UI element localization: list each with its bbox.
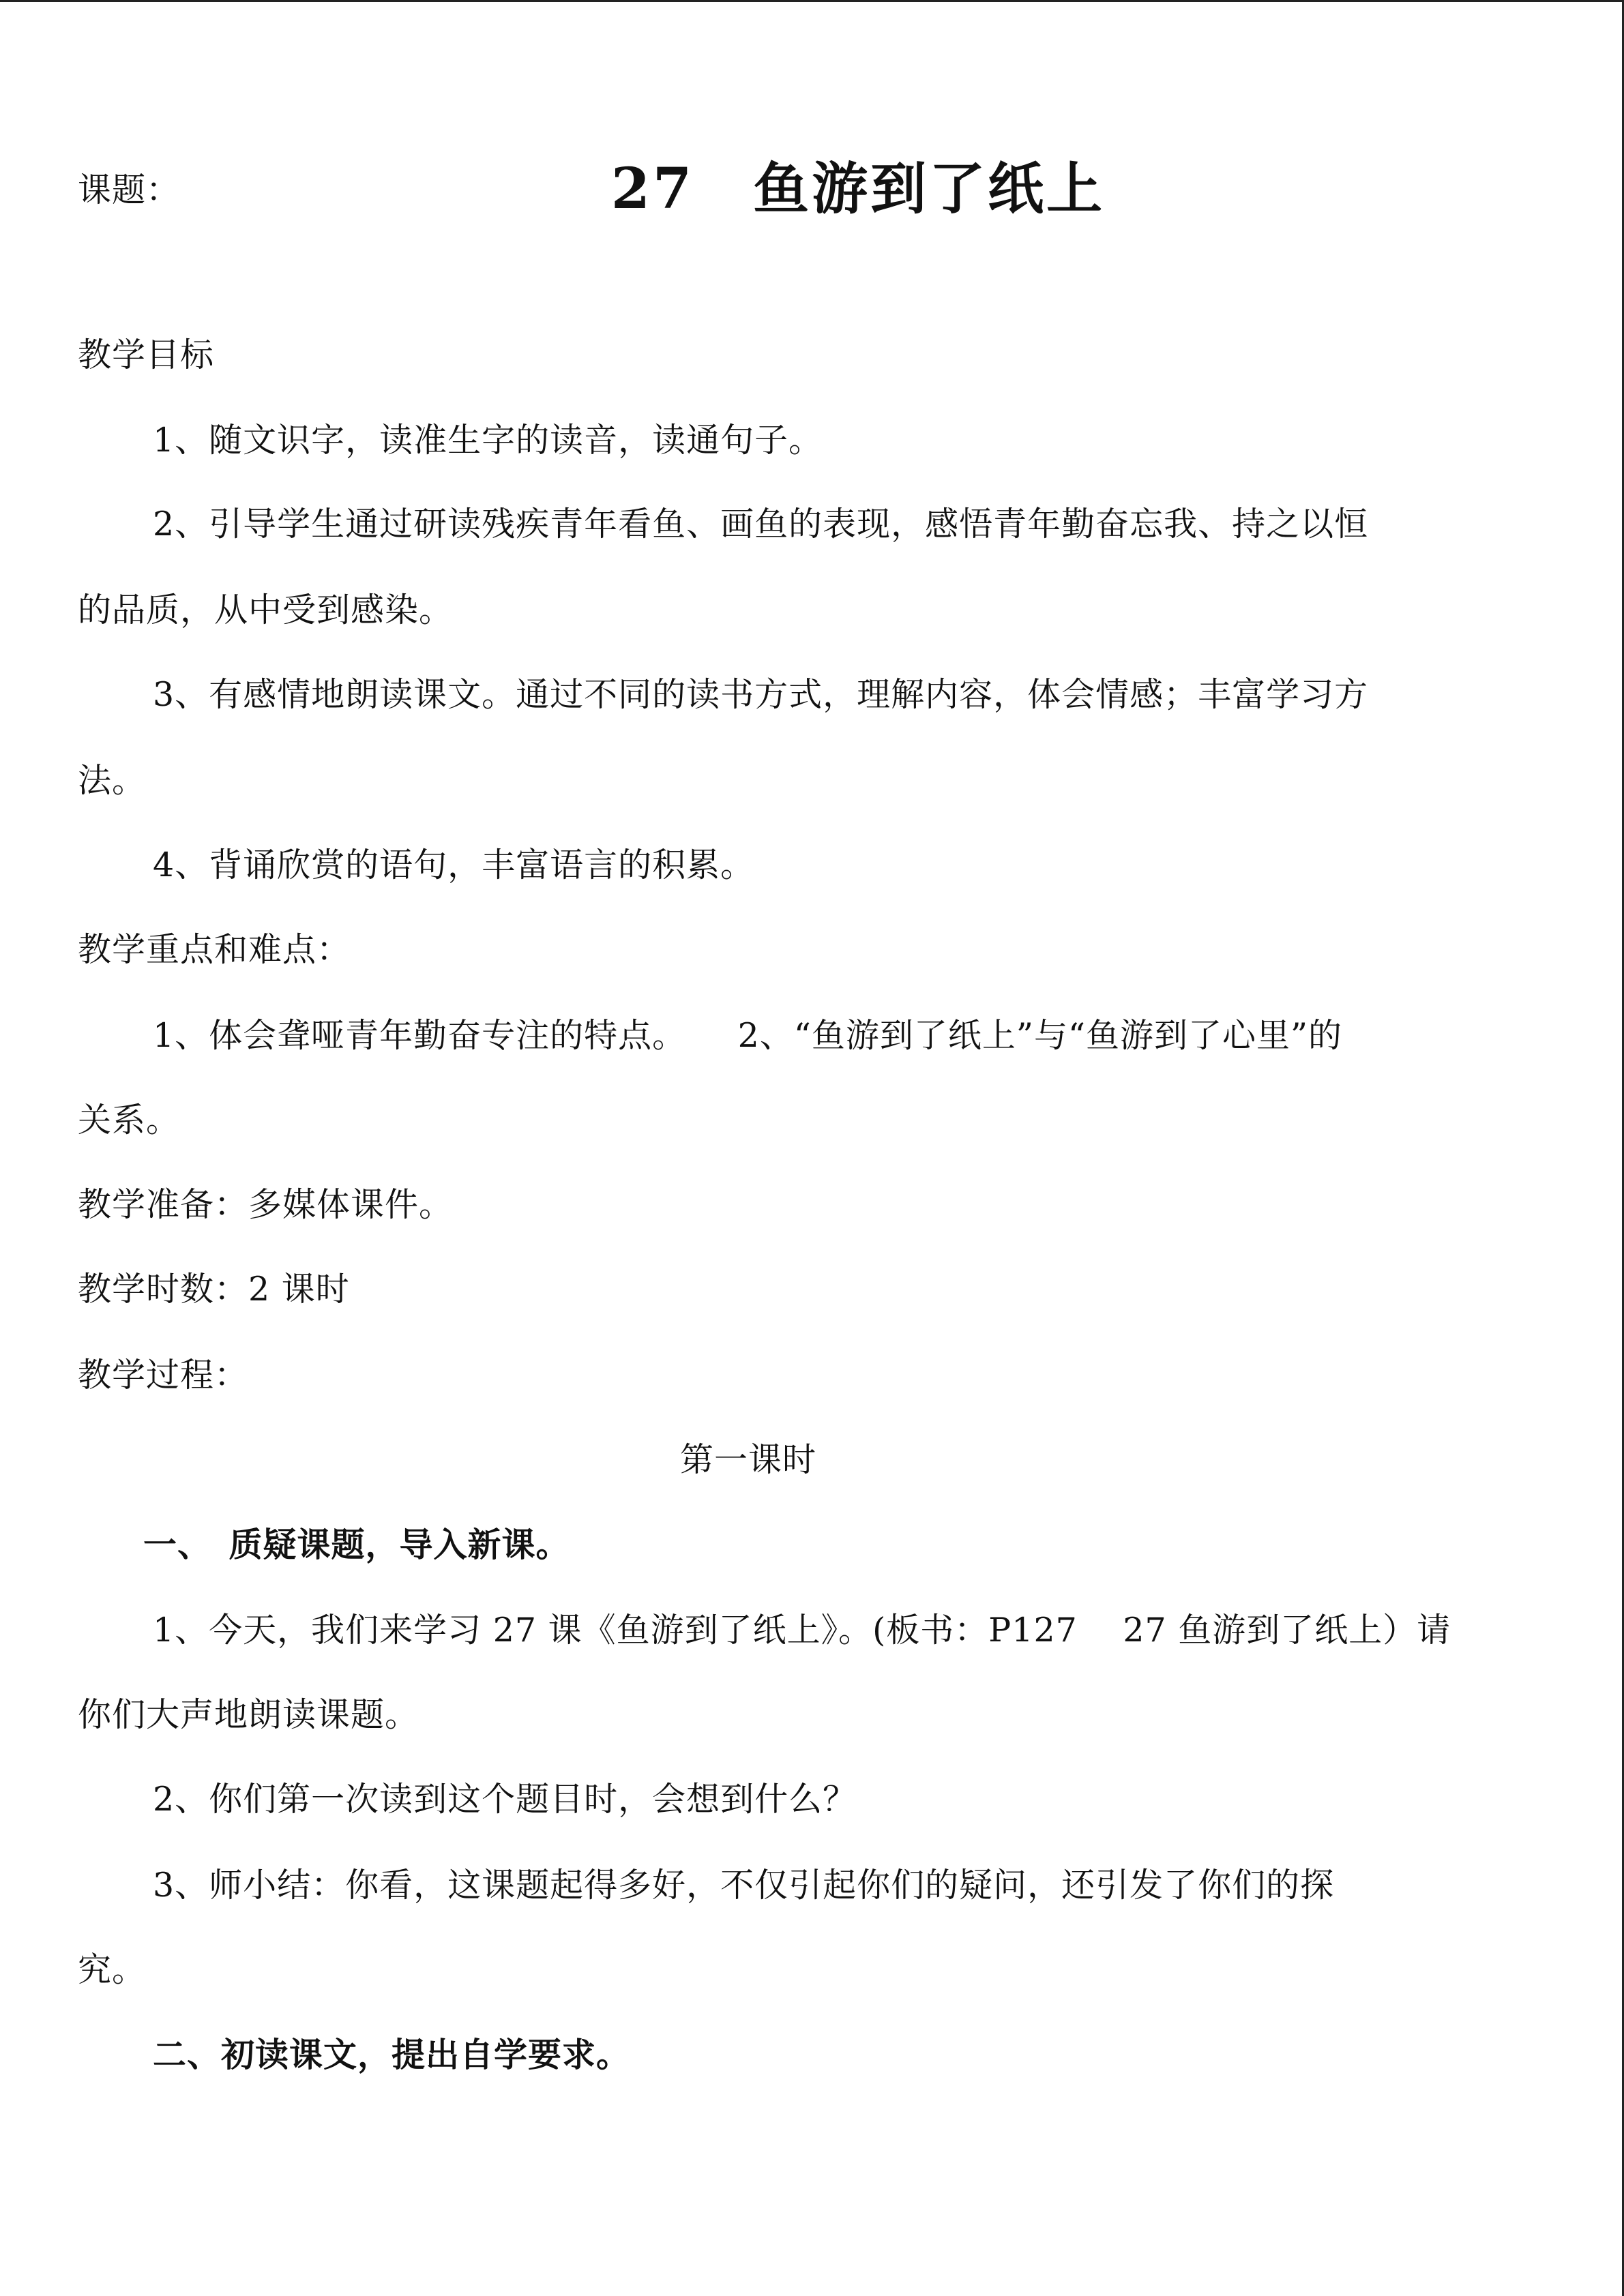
keypoints-heading: 教学重点和难点：	[78, 930, 351, 969]
objective-3-continued: 法。	[78, 761, 147, 800]
part-1-item-2: 2、你们第一次读到这个题目时，会想到什么？	[153, 1780, 857, 1819]
objective-2: 2、引导学生通过研读残疾青年看鱼、画鱼的表现，感悟青年勤奋忘我、持之以恒	[153, 505, 1369, 543]
period-title: 第一课时	[679, 1440, 816, 1479]
keypoints-line-1: 1、体会聋哑青年勤奋专注的特点。 2、“鱼游到了纸上”与“鱼游到了心里”的	[153, 1016, 1343, 1055]
part-1-item-1-continued: 你们大声地朗读课题。	[78, 1695, 419, 1734]
objectives-heading: 教学目标	[78, 336, 215, 374]
teaching-hours: 教学时数：2 课时	[78, 1270, 350, 1309]
preparation: 教学准备：多媒体课件。	[78, 1185, 454, 1224]
page-top-border	[0, 0, 1624, 2]
objective-1: 1、随文识字，读准生字的读音，读通句子。	[153, 421, 823, 460]
title-label: 课题：	[78, 170, 181, 209]
part-1-heading: 一、 质疑课题，导入新课。	[143, 1525, 570, 1564]
part-1-item-3-continued: 究。	[78, 1950, 147, 1989]
part-1-item-1: 1、今天，我们来学习 27 课《鱼游到了纸上》。(板书：P127 27 鱼游到了纸上）请	[153, 1611, 1451, 1650]
objective-3: 3、有感情地朗读课文。通过不同的读书方式，理解内容，体会情感；丰富学习方	[153, 675, 1369, 714]
part-2-heading: 二、初读课文，提出自学要求。	[153, 2035, 631, 2074]
objective-2-continued: 的品质，从中受到感染。	[78, 591, 454, 629]
objective-4: 4、背诵欣赏的语句，丰富语言的积累。	[153, 846, 755, 884]
keypoints-line-2: 关系。	[78, 1101, 181, 1139]
part-1-item-3: 3、师小结：你看，这课题起得多好，不仅引起你们的疑问，还引发了你们的探	[153, 1866, 1335, 1905]
page-title: 27 鱼游到了纸上	[611, 156, 1106, 222]
process-heading: 教学过程：	[78, 1356, 249, 1395]
